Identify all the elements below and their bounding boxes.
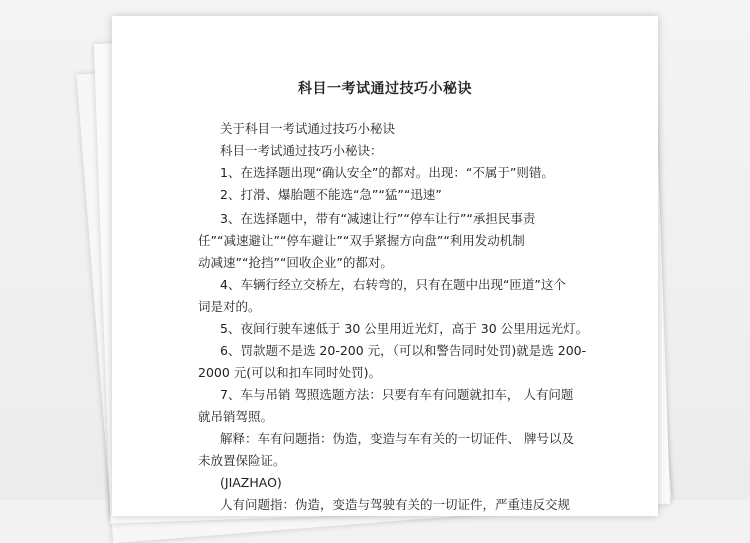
document-line: 未放置保险证。 xyxy=(198,453,286,468)
document-line: 关于科目一考试通过技巧小秘诀 xyxy=(220,121,396,136)
document-line: 4、车辆行经立交桥左，右转弯的，只有在题中出现“匝道”这个 xyxy=(220,277,566,292)
document-line: 3、在选择题中，带有“减速让行”“停车让行”“承担民事责 xyxy=(220,211,536,226)
document-line: 解释：车有问题指：伪造，变造与车有关的一切证件、 牌号以及 xyxy=(220,431,574,446)
document-line: (JIAZHAO) xyxy=(220,475,282,490)
document-line: 1、在选择题出现“确认安全”的都对。出现：“不属于”则错。 xyxy=(220,165,554,180)
document-line: 6、罚款题不是选 20-200 元，（可以和警告同时处罚)就是选 200- xyxy=(220,343,587,358)
document-line: 就吊销驾照。 xyxy=(198,409,274,424)
document-page xyxy=(112,16,658,516)
document-line: 2、打滑、爆胎题不能选“急”“猛”“迅速” xyxy=(220,187,442,202)
document-line: 5、夜间行驶车速低于 30 公里用近光灯，高于 30 公里用远光灯。 xyxy=(220,321,589,336)
document-body xyxy=(198,118,590,516)
document-line: 动减速”“抢挡”“回收企业”的都对。 xyxy=(198,255,393,270)
document-line: 科目一考试通过技巧小秘诀： xyxy=(220,143,383,158)
document-line: 2000 元(可以和扣车同时处罚)。 xyxy=(198,365,382,380)
document-line: 任”“减速避让”“停车避让”“双手紧握方向盘”“利用发动机制 xyxy=(198,233,525,248)
document-line: 词是对的。 xyxy=(198,299,261,314)
document-title: 科目一考试通过技巧小秘诀 xyxy=(298,81,472,97)
document-line: 7、车与吊销 驾照选题方法：只要有车有问题就扣车， 人有问题 xyxy=(220,387,574,402)
document-line: 人有问题指：伪造，变造与驾驶有关的一切证件，严重违反交规 xyxy=(220,497,571,512)
